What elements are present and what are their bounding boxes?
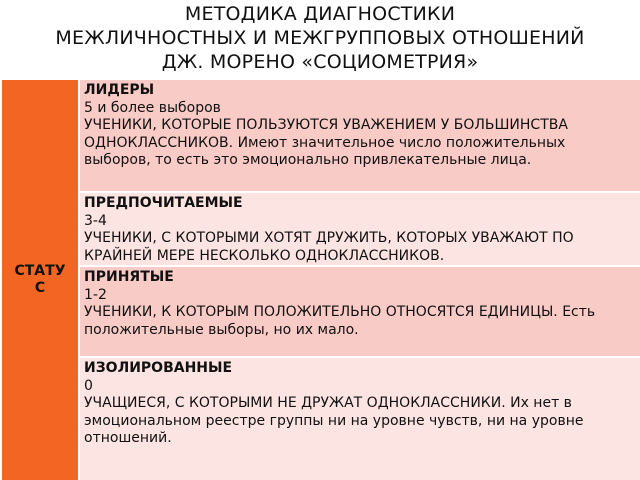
status-row-isolated: [80, 358, 640, 480]
row-heading: ПРЕДПОЧИТАЕМЫЕ: [84, 195, 243, 211]
row-description: УЧАЩИЕСЯ, С КОТОРЫМИ НЕ ДРУЖАТ ОДНОКЛАССНИКИ. Их нет в эмоциональном реестре группы ни на уровне чувств, ни на уровне отношений.: [84, 395, 584, 446]
status-row-accepted: [80, 267, 640, 356]
row-description: УЧЕНИКИ, К КОТОРЫМ ПОЛОЖИТЕЛЬНО ОТНОСЯТСЯ ЕДИНИЦЫ. Есть положительные выборы, но их мало.: [84, 304, 596, 338]
title-line: МЕТОДИКА ДИАГНОСТИКИ: [184, 3, 456, 25]
row-description: УЧЕНИКИ, С КОТОРЫМИ ХОТЯТ ДРУЖИТЬ, КОТОРЫХ УВАЖАЮТ ПО КРАЙНЕЙ МЕРЕ НЕСКОЛЬКО ОДНОКЛАССНИКОВ.: [84, 230, 574, 264]
row-count: 0: [84, 377, 93, 394]
title-line: МЕЖЛИЧНОСТНЫХ И МЕЖГРУППОВЫХ ОТНОШЕНИЙ: [55, 27, 585, 49]
title-line: ДЖ. МОРЕНО «СОЦИОМЕТРИЯ»: [161, 51, 479, 73]
slide-title: [0, 2, 640, 74]
status-cell: [2, 80, 78, 480]
row-heading: ИЗОЛИРОВАННЫЕ: [84, 360, 233, 376]
row-count: 1-2: [84, 286, 107, 303]
status-label: СТАТУС: [14, 263, 66, 296]
status-row-preferred: [80, 193, 640, 265]
row-count: 3-4: [84, 212, 107, 229]
row-heading: ПРИНЯТЫЕ: [84, 269, 174, 285]
status-row-leaders: [80, 80, 640, 191]
row-description: УЧЕНИКИ, КОТОРЫЕ ПОЛЬЗУЮТСЯ УВАЖЕНИЕМ У БОЛЬШИНСТВА ОДНОКЛАССНИКОВ. Имеют значительное число положительных выборов, то есть это эмоционально привлекательные лица.: [84, 117, 568, 168]
row-heading: ЛИДЕРЫ: [84, 82, 155, 98]
row-count: 5 и более выборов: [84, 99, 221, 116]
